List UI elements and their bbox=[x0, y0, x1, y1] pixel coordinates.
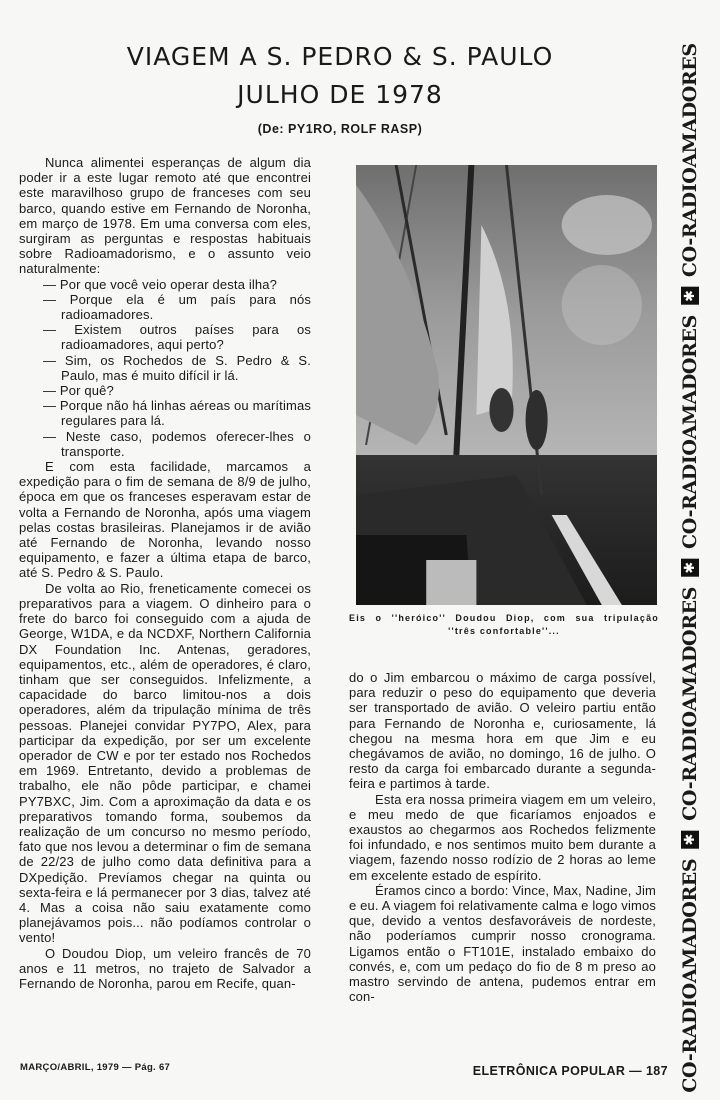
photo-caption bbox=[349, 612, 659, 638]
paragraph: do o Jim embarcou o máximo de carga possível, para reduzir o peso do equipamento que deveria ser transportado de avião. O veleiro partiu então para Fernando de Noronha e, curiosamente, lá chegou na mesma hora em que Jim e eu chegávamos de avião, no domingo, 16 de julho. O resto da carga foi embarcado durante a segunda-feira e partimos à tarde. bbox=[349, 670, 656, 792]
section-label: CO-RADIOAMADORES bbox=[679, 314, 701, 549]
magazine-section-band bbox=[670, 40, 710, 1095]
sailboat-photo bbox=[356, 165, 657, 605]
dialog-line: — Por que você veio operar desta ilha? bbox=[43, 276, 278, 292]
title-line-1: VIAGEM A S. PEDRO & S. PAULO bbox=[126, 42, 554, 71]
paragraph: E com esta facilidade, marcamos a expedição para o fim de semana de 8/9 de julho, época em que os franceses esperavam estar de volta a Fernando de Noronha, após uma viagem pelas costas brasileiras. Planejamos ir de avião até Fernando de Noronha, levando nosso equipamento, e fazer a última etapa de barco, até S. Pedro & S. Paulo. bbox=[19, 459, 311, 581]
article-title bbox=[0, 42, 680, 110]
dialog-line: — Por quê? bbox=[43, 383, 114, 399]
footer-issue-date: MARÇO/ABRIL, 1979 — Pág. 67 bbox=[20, 1062, 171, 1073]
caption-line-1: Eis o ''heróico'' Doudou Diop, com sua tripulação bbox=[349, 613, 659, 623]
star-box-icon: ✱ bbox=[681, 287, 699, 305]
paragraph: Éramos cinco a bordo: Vince, Max, Nadine, Jim e eu. A viagem foi relativamente calma e logo vimos que, devido a ventos desfavoráveis de nordeste, não poderíamos cumprir nosso cronograma. Ligamos então o FT101E, instalado embaixo do convés, e, com um pedaço do fio de 8 m preso ao mastro servindo de antena, pudemos entrar em con- bbox=[349, 882, 656, 1005]
dialog-line: — Neste caso, podemos oferecer-lhes o transporte. bbox=[43, 428, 311, 459]
crew-member bbox=[489, 388, 513, 432]
section-label: CO-RADIOAMADORES bbox=[679, 42, 701, 277]
crew-member bbox=[526, 390, 548, 450]
dialog-line: — Porque não há linhas aéreas ou marítimas regulares para lá. bbox=[43, 398, 311, 429]
star-box-icon: ✱ bbox=[681, 830, 699, 848]
section-label: CO-RADIOAMADORES bbox=[679, 586, 701, 821]
paragraph: O Doudou Diop, um veleiro francês de 70 anos e 11 metros, no trajeto de Salvador a Fernando de Noronha, parou em Recife, quan- bbox=[19, 945, 311, 991]
section-label: CO-RADIOAMADORES bbox=[679, 858, 701, 1093]
star-box-icon: ✱ bbox=[681, 559, 699, 577]
dialog-line: — Existem outros países para os radioamadores, aqui perto? bbox=[43, 322, 311, 353]
paragraph: De volta ao Rio, freneticamente comecei os preparativos para a viagem. O dinheiro para o frete do barco foi conseguido com a ajuda de George, W1DA, e da NCDXF, Northern California DX Foundation Inc. Antenas, geradores, equipamentos, etc., além de operadores, é claro, tinham que ser conseguidos. Infelizmente, a capacidade do barco limitou-nos a dois operadores, além da tripulação mínima de três pessoas. Planejei convidar PY7PO, Alex, para participar da expedição, por ser um excelente operador de CW e por ter estado nos Rochedos em 1969. Entretanto, devido a problemas de trabalho, ele não pôde participar, e chamei PY7BXC, Jim. Com a aproximação da data e os preparativos tomando forma, soubemos da realização de um concurso no mesmo período, fato que nos levou a determinar o fim de semana de 22/23 de julho como data definitiva para a DXpedição. Prevíamos chegar na quinta ou sexta-feira e lá permanecer por 3 dias, talvez até 4. Mas a coisa não saiu exatamente como planejávamos pois... não podíamos controlar o vento! bbox=[19, 580, 311, 946]
sailboat-image bbox=[356, 165, 657, 605]
paragraph: Nunca alimentei esperanças de algum dia poder ir a este lugar remoto até que encontrei este maravilhoso grupo de franceses com seu barco, quando estive em Fernando de Noronha, em março de 1978. Em uma conversa com eles, surgiram as perguntas e respostas habituais sobre Radioamadorismo, e o assunto veio naturalmente: bbox=[19, 155, 311, 277]
title-line-2: JULHO DE 1978 bbox=[237, 80, 443, 109]
footer-page-number: ELETRÔNICA POPULAR — 187 bbox=[472, 1064, 668, 1078]
left-column bbox=[19, 155, 311, 991]
dialog-line: — Sim, os Rochedos de S. Pedro & S. Paulo, mas é muito difícil ir lá. bbox=[43, 352, 311, 383]
caption-line-2: ''três confortable''... bbox=[448, 626, 560, 636]
paragraph: Esta era nossa primeira viagem em um veleiro, e meu medo de que ficaríamos enjoados e exaustos ao chegarmos aos Rochedos felizmente foi infundado, e nos sentimos muito bem durante a viagem, fazendo nosso rodízio de 2 horas ao leme em excelente estado de espírito. bbox=[349, 791, 656, 883]
right-column bbox=[349, 670, 656, 1004]
dialog-line: — Porque ela é um país para nós radioamadores. bbox=[43, 291, 311, 323]
byline: (De: PY1RO, ROLF RASP) bbox=[257, 122, 423, 136]
